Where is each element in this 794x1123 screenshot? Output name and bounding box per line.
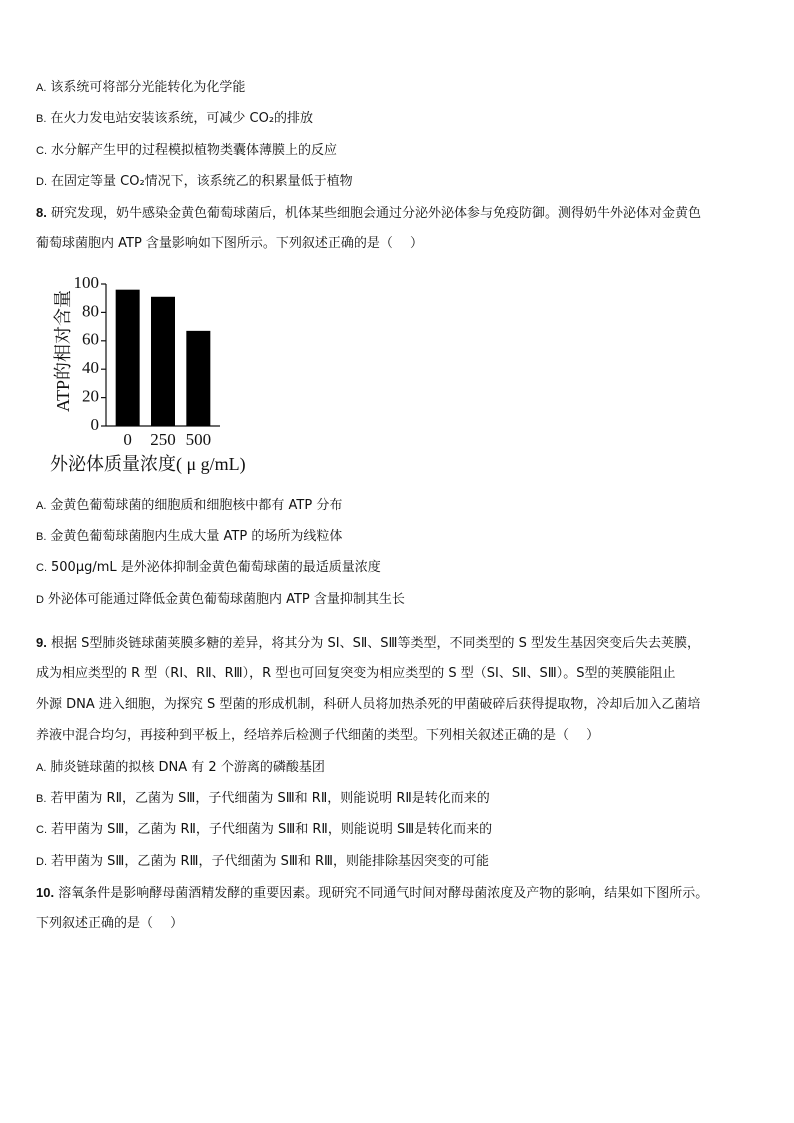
chart-bars [116,290,211,426]
q8-option-d [36,592,405,608]
option-letter: A. [36,82,47,94]
option-text: 若甲菌为 SⅢ，乙菌为 RⅢ，子代细菌为 SⅢ和 RⅢ，则能排除基因突变的可能 [51,854,489,869]
q10-stem-text: 溶氧条件是影响酵母菌酒精发酵的重要因素。现研究不同通气时间对酵母菌浓度及产物的影响，结果如下图所示。 [58,886,709,901]
q10-stem-line-1 [36,885,708,902]
chart-bar-500 [186,331,210,426]
chart-x-tick-label: 250 [150,430,176,449]
option-letter: B. [36,793,47,805]
option-text: 若甲菌为 SⅢ，乙菌为 RⅡ，子代细菌为 SⅢ和 RⅡ，则能说明 SⅢ是转化而来的 [51,822,493,837]
option-text: 若甲菌为 RⅡ，乙菌为 SⅢ，子代细菌为 SⅢ和 RⅡ，则能说明 RⅡ是转化而来的 [50,791,490,806]
chart-y-tick-label: 60 [82,329,99,349]
option-text: 500μg/mL 是外泌体抑制金黄色葡萄球菌的最适质量浓度 [51,560,381,575]
q9-option-b [36,791,490,807]
question-number: 8. [36,205,47,220]
q9-stem-line-2: 成为相应类型的 R 型（RⅠ、RⅡ、RⅢ），R 型也可回复突变为相应类型的 S 型（SⅠ、SⅡ、SⅢ）。S型的荚膜能阻止 [36,666,676,681]
chart-bar-250 [151,297,175,426]
q8-option-a [36,498,342,514]
option-letter: D. [36,176,47,188]
chart-x-tick-label: 0 [123,430,132,449]
q9-stem-line-1 [36,635,700,652]
option-letter: D. [36,856,47,868]
option-text: 金黄色葡萄球菌的细胞质和细胞核中都有 ATP 分布 [50,498,343,513]
chart-y-axis-label: ATP的相对含量 [53,289,74,413]
option-letter: C. [36,145,47,157]
q9-option-d [36,854,489,870]
q8-stem-line-1 [36,205,701,222]
option-letter: B. [36,531,47,543]
option-text: 在火力发电站安装该系统，可减少 CO₂的排放 [50,111,314,126]
q7-option-a [36,80,245,96]
chart-x-ticks [123,430,211,449]
atp-bar-chart [44,270,284,480]
chart-y-tick-label: 0 [90,414,99,434]
q7-option-b [36,111,313,127]
q7-option-d [36,174,353,190]
question-number: 10. [36,885,55,900]
option-text: 该系统可将部分光能转化为化学能 [50,80,246,95]
q10-stem-line-2: 下列叙述正确的是（ ） [36,916,184,931]
option-text: 在固定等量 CO₂情况下，该系统乙的积累量低于植物 [51,174,353,189]
chart-bar-0 [116,290,140,426]
option-letter: A. [36,762,47,774]
option-letter: C. [36,562,47,574]
q8-option-b [36,529,342,545]
chart-y-tick-label: 40 [82,358,99,378]
q9-stem-text: 根据 S型肺炎链球菌荚膜多糖的差异，将其分为 SⅠ、SⅡ、SⅢ等类型，不同类型的 S 型发生基因突变后失去荚膜， [50,636,700,651]
option-letter: A. [36,500,47,512]
option-letter: C. [36,824,47,836]
q9-stem-line-3: 外源 DNA 进入细胞，为探究 S 型菌的形成机制，科研人员将加热杀死的甲菌破碎后获得提取物，冷却后加入乙菌培 [36,697,701,712]
q9-stem-line-4: 养液中混合均匀，再接种到平板上，经培养后检测子代细菌的类型。下列相关叙述正确的是（ ） [36,728,600,743]
chart-x-tick-label: 500 [185,430,212,449]
option-letter: D [36,594,44,606]
option-text: 水分解产生甲的过程模拟植物类囊体薄膜上的反应 [51,143,338,158]
chart-y-tick-label: 80 [82,301,99,321]
chart-y-tick-label: 20 [82,386,99,406]
option-letter: B. [36,113,47,125]
q9-option-c [36,822,492,838]
question-number: 9. [36,635,47,650]
q8-option-c [36,560,381,576]
chart-x-axis-label: 外泌体质量浓度( μ g/mL) [50,454,246,474]
q8-stem-line-2: 葡萄球菌胞内 ATP 含量影响如下图所示。下列叙述正确的是（ ） [36,236,424,251]
q7-option-c [36,143,337,159]
chart-y-ticks [74,273,107,434]
option-text: 外泌体可能通过降低金黄色葡萄球菌胞内 ATP 含量抑制其生长 [47,592,405,607]
option-text: 金黄色葡萄球菌胞内生成大量 ATP 的场所为线粒体 [50,529,343,544]
option-text: 肺炎链球菌的拟核 DNA 有 2 个游离的磷酸基团 [50,760,325,775]
chart-y-tick-label: 100 [73,272,99,292]
q8-stem-text: 研究发现，奶牛感染金黄色葡萄球菌后，机体某些细胞会通过分泌外泌体参与免疫防御。测得奶牛外泌体对金黄色 [50,206,701,221]
q9-option-a [36,760,325,776]
